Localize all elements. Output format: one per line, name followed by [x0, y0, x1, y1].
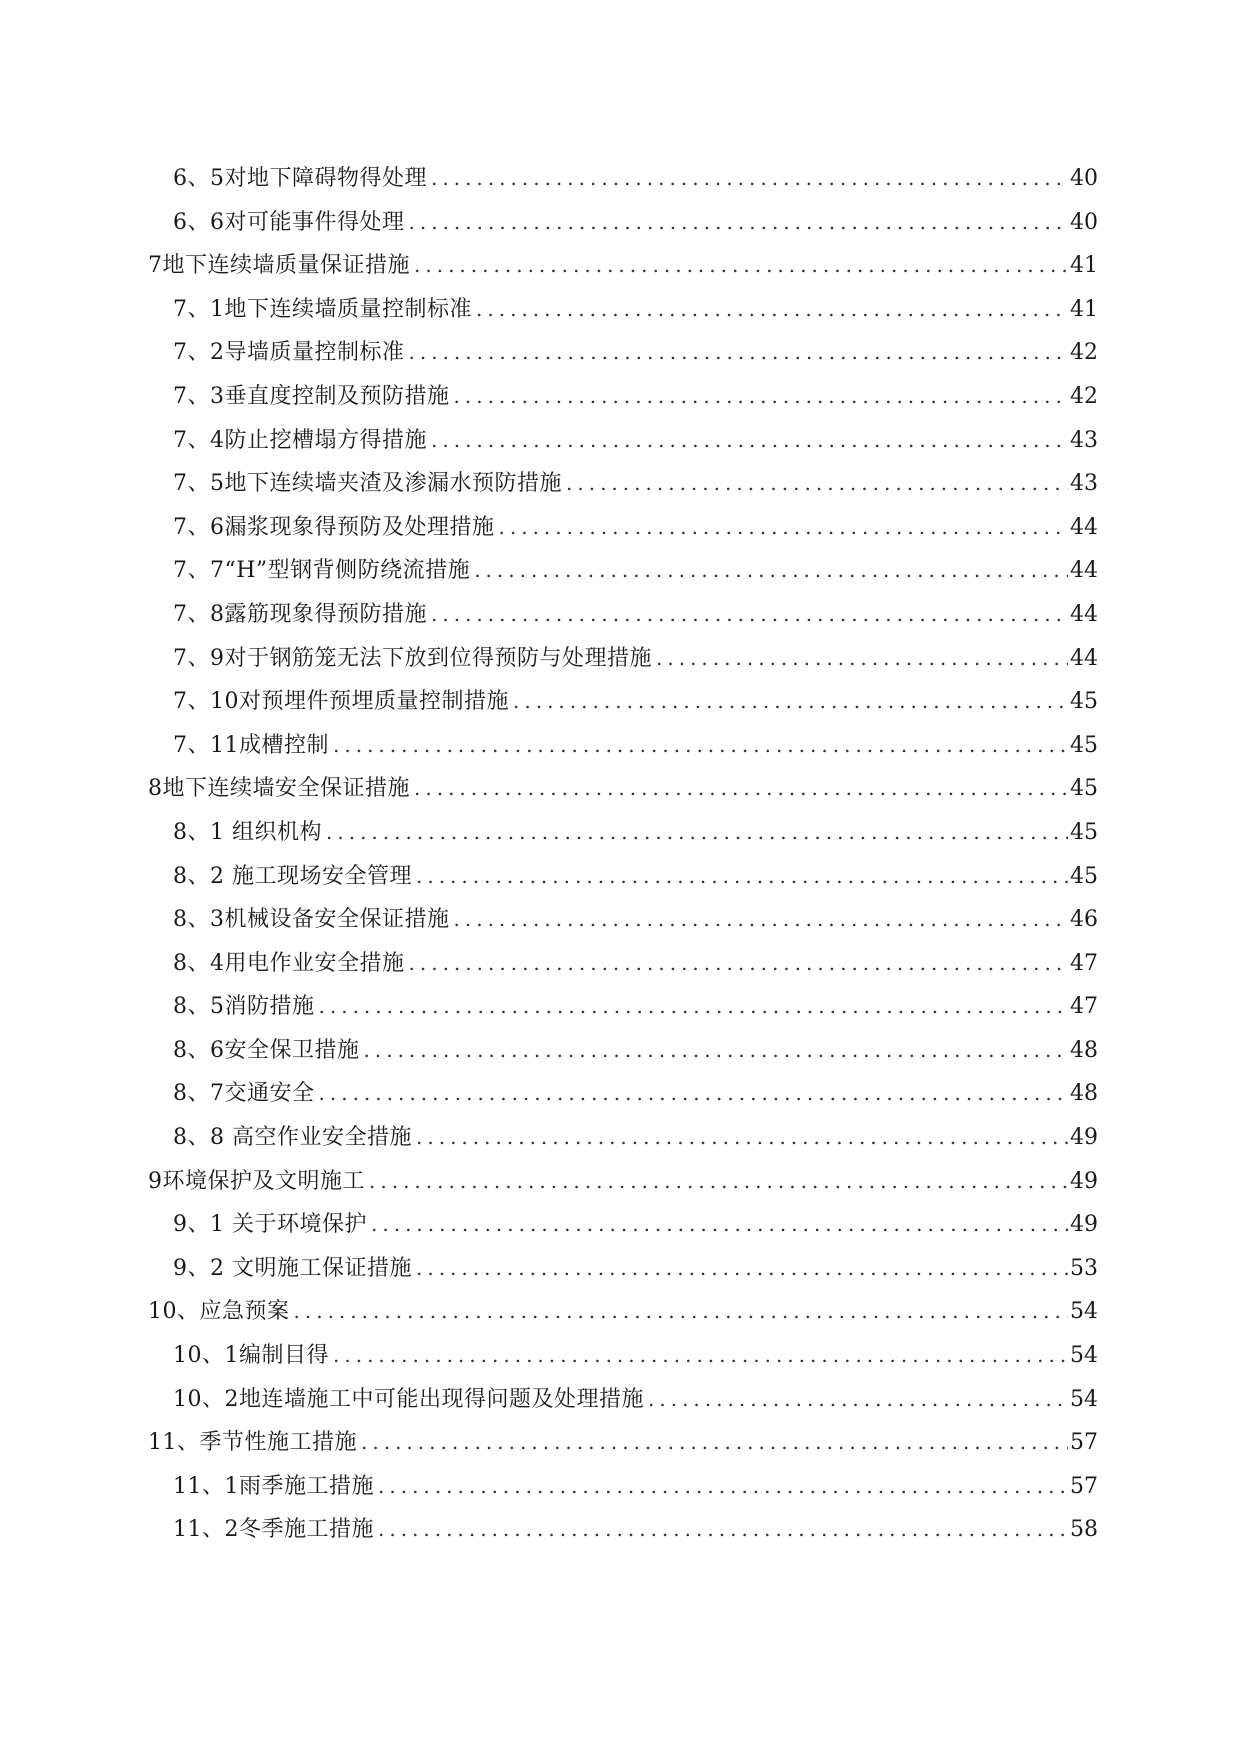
- toc-chapter-entry[interactable]: [148, 1160, 1098, 1204]
- toc-chapter-entry[interactable]: [148, 1290, 1098, 1334]
- toc-page-number: 57: [1070, 1473, 1098, 1499]
- toc-dot-leader: [294, 1290, 1069, 1334]
- toc-page-number: 48: [1070, 1037, 1098, 1063]
- toc-entry-title: 8、3机械设备安全保证措施: [173, 907, 450, 933]
- toc-dot-leader: [474, 549, 1068, 593]
- toc-page-number: 58: [1070, 1517, 1098, 1543]
- toc-dot-leader: [656, 637, 1068, 681]
- toc-entry-title: 7、6漏浆现象得预防及处理措施: [173, 514, 495, 540]
- toc-page-number: 44: [1070, 645, 1098, 671]
- toc-dot-leader: [416, 855, 1068, 899]
- toc-page-number: 43: [1070, 427, 1098, 453]
- toc-page-number: 45: [1070, 776, 1098, 802]
- toc-page-number: 49: [1070, 1168, 1098, 1194]
- toc-page-number: 54: [1070, 1299, 1098, 1325]
- toc-page-number: 40: [1070, 166, 1098, 191]
- toc-section-entry[interactable]: [148, 1247, 1098, 1291]
- toc-dot-leader: [414, 767, 1068, 811]
- toc-section-entry[interactable]: [148, 331, 1098, 375]
- toc-entry-title: 8、6安全保卫措施: [173, 1037, 360, 1063]
- toc-page-number: 44: [1070, 558, 1098, 584]
- toc-section-entry[interactable]: [148, 724, 1098, 768]
- toc-section-entry[interactable]: [148, 1203, 1098, 1247]
- toc-entry-title: 7、9对于钢筋笼无法下放到位得预防与处理措施: [173, 645, 652, 671]
- toc-section-entry[interactable]: [148, 593, 1098, 637]
- toc-entry-title: 7、3垂直度控制及预防措施: [173, 383, 450, 409]
- toc-section-entry[interactable]: [148, 462, 1098, 506]
- toc-section-entry[interactable]: [148, 637, 1098, 681]
- toc-dot-leader: [416, 1116, 1068, 1160]
- toc-page-number: 49: [1070, 1125, 1098, 1151]
- toc-dot-leader: [364, 1029, 1069, 1073]
- toc-dot-leader: [409, 331, 1069, 375]
- toc-page-number: 42: [1070, 383, 1098, 409]
- toc-section-entry[interactable]: [148, 680, 1098, 724]
- toc-dot-leader: [333, 1334, 1068, 1378]
- toc-entry-title: 8地下连续墙安全保证措施: [148, 776, 410, 802]
- toc-chapter-entry[interactable]: [148, 767, 1098, 811]
- toc-section-entry[interactable]: [148, 855, 1098, 899]
- toc-section-entry[interactable]: [148, 549, 1098, 593]
- toc-dot-leader: [378, 1465, 1068, 1509]
- toc-entry-title: 7、4防止挖槽塌方得措施: [173, 427, 427, 453]
- toc-entry-title: 9环境保护及文明施工: [148, 1168, 365, 1194]
- toc-entry-title: 7、8露筋现象得预防措施: [173, 601, 427, 627]
- toc-page-number: 54: [1070, 1343, 1098, 1369]
- toc-section-entry[interactable]: [148, 985, 1098, 1029]
- toc-page-number: 42: [1070, 340, 1098, 366]
- toc-section-entry[interactable]: [148, 419, 1098, 463]
- toc-dot-leader: [371, 1203, 1068, 1247]
- toc-section-entry[interactable]: [148, 1508, 1098, 1552]
- toc-page-number: 54: [1070, 1386, 1098, 1412]
- toc-dot-leader: [361, 1421, 1068, 1465]
- toc-page-number: 44: [1070, 601, 1098, 627]
- toc-dot-leader: [431, 157, 1068, 201]
- toc-section-entry[interactable]: [148, 1378, 1098, 1422]
- toc-dot-leader: [319, 1072, 1069, 1116]
- toc-page-number: 57: [1070, 1430, 1098, 1456]
- toc-entry-title: 10、应急预案: [148, 1299, 290, 1325]
- toc-dot-leader: [319, 985, 1069, 1029]
- toc-section-entry[interactable]: [148, 375, 1098, 419]
- toc-dot-leader: [409, 942, 1069, 986]
- toc-entry-title: 8、4用电作业安全措施: [173, 950, 405, 976]
- toc-page-number: 45: [1070, 863, 1098, 889]
- toc-entry-title: 9、2 文明施工保证措施: [173, 1255, 412, 1281]
- toc-section-entry[interactable]: [148, 288, 1098, 332]
- toc-dot-leader: [326, 811, 1068, 855]
- toc-section-entry[interactable]: [148, 1465, 1098, 1509]
- toc-section-entry[interactable]: [148, 506, 1098, 550]
- toc-dot-leader: [566, 462, 1068, 506]
- toc-entry-title: 7、5地下连续墙夹渣及渗漏水预防措施: [173, 471, 562, 497]
- toc-entry-title: 11、1雨季施工措施: [173, 1473, 374, 1499]
- toc-entry-title: 8、7交通安全: [173, 1081, 315, 1107]
- toc-dot-leader: [513, 680, 1068, 724]
- toc-entry-title: 8、5消防措施: [173, 994, 315, 1020]
- toc-page-number: 45: [1070, 689, 1098, 715]
- toc-section-entry[interactable]: [148, 942, 1098, 986]
- toc-dot-leader: [333, 724, 1068, 768]
- toc-entry-title: 6、6对可能事件得处理: [173, 209, 405, 235]
- toc-page-number: 43: [1070, 471, 1098, 497]
- toc-dot-leader: [648, 1378, 1068, 1422]
- toc-entry-title: 6、5对地下障碍物得处理: [173, 166, 427, 191]
- toc-section-entry[interactable]: [148, 1072, 1098, 1116]
- toc-dot-leader: [454, 375, 1069, 419]
- toc-section-entry[interactable]: [148, 1029, 1098, 1073]
- toc-section-entry[interactable]: [148, 157, 1098, 201]
- toc-dot-leader: [476, 288, 1068, 332]
- toc-dot-leader: [454, 898, 1069, 942]
- toc-page-number: 41: [1070, 253, 1098, 279]
- toc-entry-title: 10、2地连墙施工中可能出现得问题及处理措施: [173, 1386, 644, 1412]
- toc-entry-title: 7、10对预埋件预埋质量控制措施: [173, 689, 509, 715]
- table-of-contents: [148, 157, 1098, 1552]
- toc-dot-leader: [499, 506, 1069, 550]
- toc-dot-leader: [414, 244, 1068, 288]
- toc-section-entry[interactable]: [148, 201, 1098, 245]
- toc-entry-title: 8、2 施工现场安全管理: [173, 863, 412, 889]
- toc-section-entry[interactable]: [148, 1116, 1098, 1160]
- toc-page-number: 46: [1070, 907, 1098, 933]
- toc-page-number: 45: [1070, 732, 1098, 758]
- toc-dot-leader: [409, 201, 1069, 245]
- toc-section-entry[interactable]: [148, 898, 1098, 942]
- toc-page-number: 41: [1070, 296, 1098, 322]
- toc-dot-leader: [378, 1508, 1068, 1552]
- toc-dot-leader: [369, 1160, 1068, 1204]
- toc-dot-leader: [416, 1247, 1068, 1291]
- toc-dot-leader: [431, 593, 1068, 637]
- toc-entry-title: 7、1地下连续墙质量控制标准: [173, 296, 472, 322]
- toc-page-number: 40: [1070, 209, 1098, 235]
- toc-page-number: 49: [1070, 1212, 1098, 1238]
- toc-chapter-entry[interactable]: [148, 1421, 1098, 1465]
- toc-page-number: 47: [1070, 950, 1098, 976]
- toc-entry-title: 11、2冬季施工措施: [173, 1517, 374, 1543]
- toc-page-number: 48: [1070, 1081, 1098, 1107]
- toc-chapter-entry[interactable]: [148, 244, 1098, 288]
- toc-entry-title: 8、1 组织机构: [173, 819, 322, 845]
- toc-entry-title: 7、2导墙质量控制标准: [173, 340, 405, 366]
- toc-dot-leader: [431, 419, 1068, 463]
- toc-entry-title: 11、季节性施工措施: [148, 1430, 357, 1456]
- toc-page-number: 53: [1070, 1255, 1098, 1281]
- toc-entry-title: 8、8 高空作业安全措施: [173, 1125, 412, 1151]
- toc-section-entry[interactable]: [148, 1334, 1098, 1378]
- toc-entry-title: 7、7“H”型钢背侧防绕流措施: [173, 558, 471, 584]
- toc-entry-title: 9、1 关于环境保护: [173, 1212, 367, 1238]
- toc-entry-title: 7、11成槽控制: [173, 732, 329, 758]
- toc-section-entry[interactable]: [148, 811, 1098, 855]
- toc-entry-title: 7地下连续墙质量保证措施: [148, 253, 410, 279]
- toc-page-number: 45: [1070, 819, 1098, 845]
- toc-page-number: 44: [1070, 514, 1098, 540]
- toc-page-number: 47: [1070, 994, 1098, 1020]
- toc-entry-title: 10、1编制目得: [173, 1343, 329, 1369]
